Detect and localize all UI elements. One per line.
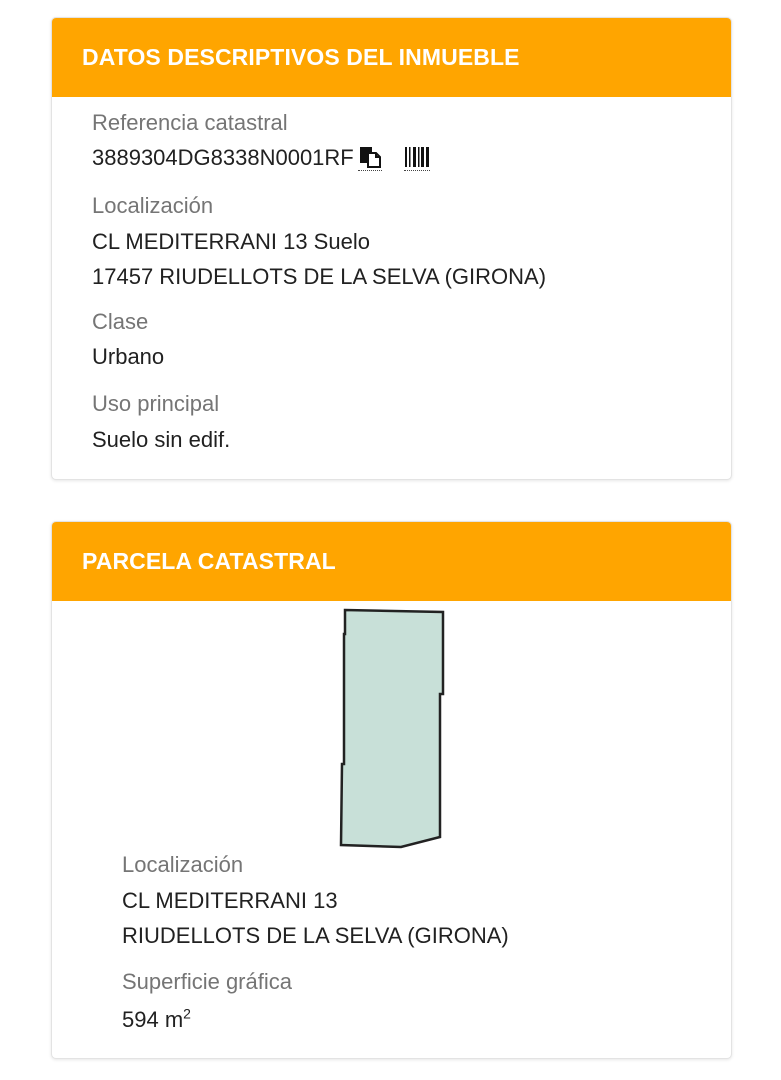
referencia-label: Referencia catastral — [92, 110, 288, 135]
parcel-outline-graphic[interactable] — [339, 608, 449, 853]
superficie-number: 594 m — [122, 1007, 184, 1032]
superficie-exponent: 2 — [183, 1005, 191, 1022]
copy-icon[interactable] — [358, 145, 382, 171]
referencia-row — [92, 140, 430, 176]
parcela-localizacion-line1: CL MEDITERRANI 13 — [122, 888, 338, 913]
clase-label: Clase — [92, 309, 149, 334]
uso-principal-label: Uso principal — [92, 391, 220, 416]
parcela-localizacion-line2: RIUDELLOTS DE LA SELVA (GIRONA) — [122, 923, 509, 948]
uso-principal-value: Suelo sin edif. — [92, 427, 231, 452]
superficie-label: Superficie gráfica — [122, 969, 292, 994]
localizacion-line2: 17457 RIUDELLOTS DE LA SELVA (GIRONA) — [92, 264, 547, 289]
localizacion-line1: CL MEDITERRANI 13 Suelo — [92, 229, 370, 254]
parcela-catastral-header: PARCELA CATASTRAL — [52, 522, 731, 601]
referencia-value: 3889304DG8338N0001RF — [92, 145, 354, 170]
superficie-value — [122, 1002, 191, 1037]
parcela-catastral-card — [51, 521, 732, 1059]
parcel-shape — [341, 610, 443, 847]
parcela-localizacion-label: Localización — [122, 852, 244, 877]
datos-inmueble-header: DATOS DESCRIPTIVOS DEL INMUEBLE — [52, 18, 731, 97]
barcode-icon[interactable] — [404, 145, 430, 171]
datos-inmueble-card — [51, 17, 732, 480]
localizacion-label: Localización — [92, 193, 214, 218]
clase-value: Urbano — [92, 344, 165, 369]
